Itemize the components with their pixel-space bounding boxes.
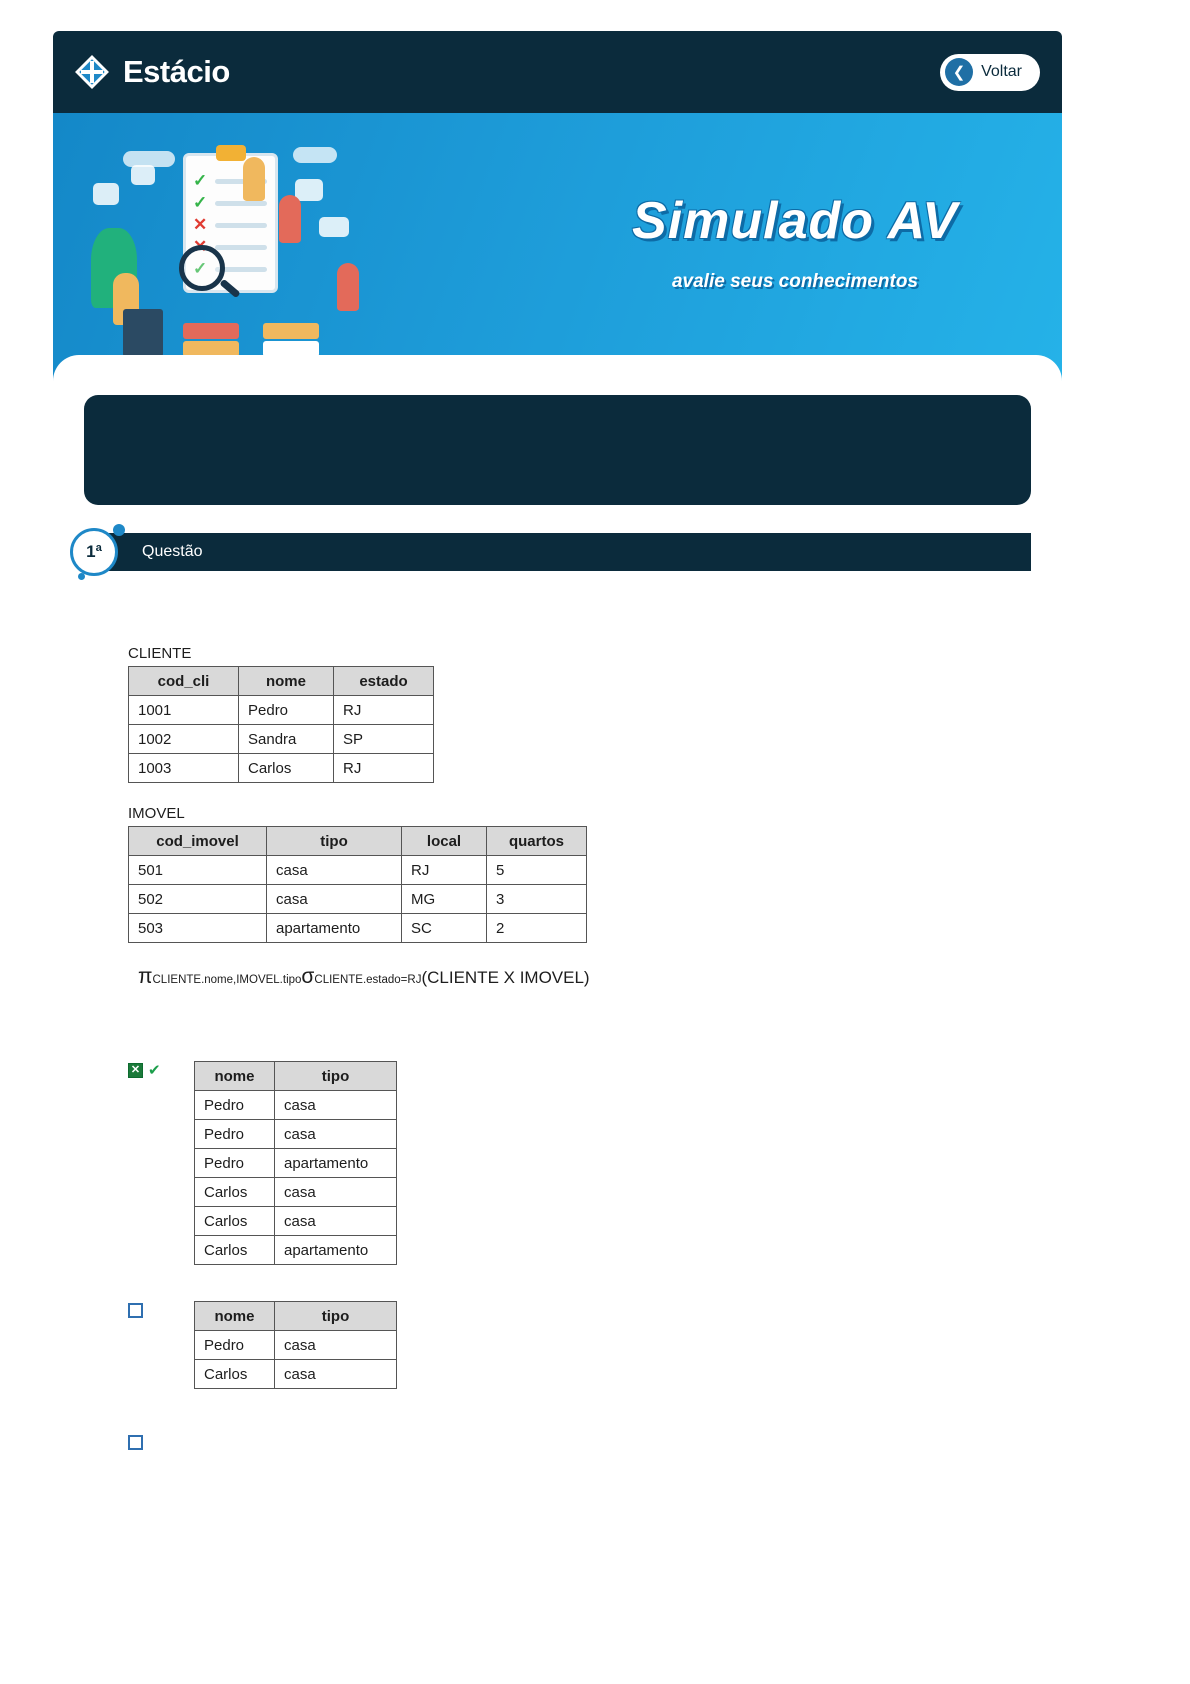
table-row xyxy=(129,914,587,943)
option-content xyxy=(192,1301,397,1411)
table-cell: casa xyxy=(267,885,402,914)
table-row xyxy=(195,1331,397,1360)
table-cell: casa xyxy=(275,1178,397,1207)
table-cell: SP xyxy=(334,725,434,754)
badge-decoration-dot-small xyxy=(78,573,85,580)
banner xyxy=(53,113,1062,385)
imovel-table-caption: IMOVEL xyxy=(128,805,185,822)
question-number-text: 1ª xyxy=(86,542,102,561)
question-content xyxy=(128,645,1028,1469)
answer-option[interactable] xyxy=(128,1301,1028,1411)
column-header: nome xyxy=(195,1302,275,1331)
answer-options xyxy=(128,1061,1028,1459)
table-cell: Pedro xyxy=(239,696,334,725)
table-cell: 501 xyxy=(129,856,267,885)
table-cell: RJ xyxy=(402,856,487,885)
table-row xyxy=(129,754,434,783)
column-header: tipo xyxy=(267,827,402,856)
answer-option[interactable] xyxy=(128,1061,1028,1287)
back-button[interactable] xyxy=(940,54,1040,91)
option-content xyxy=(192,1061,397,1287)
table-cell: apartamento xyxy=(275,1149,397,1178)
column-header: cod_cli xyxy=(129,667,239,696)
estacio-diamond-logo-icon xyxy=(71,51,113,93)
cliente-table-caption: CLIENTE xyxy=(128,645,192,662)
relational-algebra-formula xyxy=(138,965,1028,989)
table-cell: RJ xyxy=(334,754,434,783)
brand-name: Estácio xyxy=(123,54,230,89)
table-cell: casa xyxy=(275,1207,397,1236)
brand xyxy=(71,51,230,93)
formula-expression: (CLIENTE X IMOVEL) xyxy=(421,968,590,987)
column-header: estado xyxy=(334,667,434,696)
table-cell: Pedro xyxy=(195,1331,275,1360)
table-cell: casa xyxy=(275,1360,397,1389)
table-cell: Sandra xyxy=(239,725,334,754)
table-cell: Carlos xyxy=(195,1360,275,1389)
table-cell: casa xyxy=(267,856,402,885)
table-cell: apartamento xyxy=(267,914,402,943)
table-row xyxy=(195,1178,397,1207)
checkbox-checked-icon[interactable]: ✕ xyxy=(128,1063,143,1078)
question-header-bar xyxy=(84,533,1031,571)
table-cell: 503 xyxy=(129,914,267,943)
table-cell: 1002 xyxy=(129,725,239,754)
table-row xyxy=(129,725,434,754)
table-row xyxy=(195,1149,397,1178)
table-cell: Carlos xyxy=(195,1178,275,1207)
table-cell: Pedro xyxy=(195,1149,275,1178)
info-panel xyxy=(84,395,1031,505)
column-header: cod_imovel xyxy=(129,827,267,856)
table-cell: casa xyxy=(275,1120,397,1149)
banner-bottom-rounding xyxy=(53,355,1062,395)
question-label: Questão xyxy=(142,543,203,560)
option-markers xyxy=(128,1433,192,1450)
table-cell: Pedro xyxy=(195,1120,275,1149)
checklist-illustration-icon: ✓ ✓ ✕ ✕ ✓ xyxy=(83,133,413,363)
question-number-badge xyxy=(70,528,118,576)
table-row xyxy=(195,1120,397,1149)
checkbox-unchecked-icon[interactable] xyxy=(128,1435,143,1450)
table-cell: 502 xyxy=(129,885,267,914)
table-row xyxy=(195,1236,397,1265)
table-row xyxy=(129,696,434,725)
table-row xyxy=(129,856,587,885)
option-markers xyxy=(128,1061,192,1078)
answer-option[interactable] xyxy=(128,1433,1028,1459)
selection-subscript: CLIENTE.estado=RJ xyxy=(314,974,422,986)
column-header: tipo xyxy=(275,1062,397,1091)
table-row xyxy=(195,1360,397,1389)
checkbox-unchecked-icon[interactable] xyxy=(128,1303,143,1318)
option-result-table xyxy=(194,1301,397,1389)
table-cell: apartamento xyxy=(275,1236,397,1265)
selection-symbol: σ xyxy=(301,965,315,988)
column-header: nome xyxy=(239,667,334,696)
table-header-row xyxy=(129,827,587,856)
table-cell: 1003 xyxy=(129,754,239,783)
table-row xyxy=(129,885,587,914)
column-header: local xyxy=(402,827,487,856)
chevron-left-icon: ❮ xyxy=(945,58,973,86)
table-cell: casa xyxy=(275,1091,397,1120)
projection-subscript: CLIENTE.nome,IMOVEL.tipo xyxy=(152,974,302,986)
table-cell: RJ xyxy=(334,696,434,725)
table-row xyxy=(195,1091,397,1120)
table-header-row xyxy=(129,667,434,696)
table-header-row xyxy=(195,1062,397,1091)
table-row xyxy=(195,1207,397,1236)
table-header-row xyxy=(195,1302,397,1331)
badge-decoration-dot xyxy=(113,524,125,536)
table-cell: Pedro xyxy=(195,1091,275,1120)
table-cell: casa xyxy=(275,1331,397,1360)
table-cell: Carlos xyxy=(239,754,334,783)
table-cell: 5 xyxy=(487,856,587,885)
imovel-table xyxy=(128,826,587,943)
banner-title: Simulado AV xyxy=(632,192,958,250)
column-header: tipo xyxy=(275,1302,397,1331)
table-cell: 2 xyxy=(487,914,587,943)
top-header-bar xyxy=(53,31,1062,113)
table-cell: 3 xyxy=(487,885,587,914)
projection-symbol: π xyxy=(138,965,153,988)
cliente-table xyxy=(128,666,434,783)
table-cell: Carlos xyxy=(195,1207,275,1236)
option-result-table xyxy=(194,1061,397,1265)
back-button-label: Voltar xyxy=(981,63,1022,80)
column-header: nome xyxy=(195,1062,275,1091)
table-cell: Carlos xyxy=(195,1236,275,1265)
green-check-icon: ✔ xyxy=(148,1062,161,1079)
table-cell: SC xyxy=(402,914,487,943)
table-cell: MG xyxy=(402,885,487,914)
column-header: quartos xyxy=(487,827,587,856)
table-cell: 1001 xyxy=(129,696,239,725)
option-markers xyxy=(128,1301,192,1318)
banner-subtitle: avalie seus conhecimentos xyxy=(671,271,919,292)
